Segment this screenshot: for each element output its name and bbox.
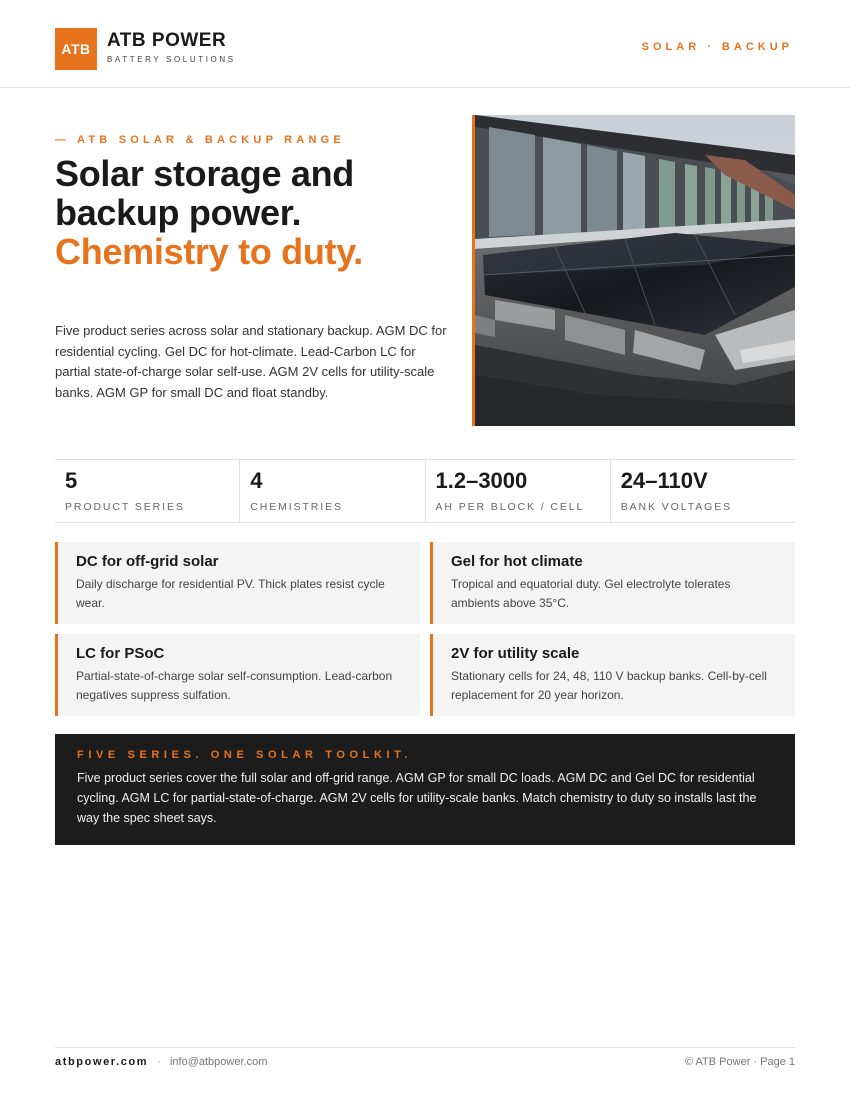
summary-panel xyxy=(55,734,795,845)
headline-line-1: Solar storage and xyxy=(55,153,354,194)
stat-label: PRODUCT SERIES xyxy=(65,501,185,513)
page-footer xyxy=(55,1047,795,1077)
headline-accent: Chemistry to duty. xyxy=(55,231,363,272)
stat-label: AH PER BLOCK / CELL xyxy=(435,501,585,513)
page-header xyxy=(0,0,850,88)
feature-card-gel xyxy=(430,542,795,624)
card-text: Partial-state-of-charge solar self-consumption. Lead-carbon negatives suppress sulfation. xyxy=(76,669,393,702)
headline-line-2: backup power. xyxy=(55,192,302,233)
footer-website-link[interactable]: atbpower.com xyxy=(55,1056,149,1068)
stats-bar xyxy=(55,459,795,523)
stat-label: CHEMISTRIES xyxy=(250,501,343,513)
card-title: Gel for hot climate xyxy=(451,553,583,570)
card-title: LC for PSoC xyxy=(76,645,165,662)
stat-bank-voltages xyxy=(610,460,795,522)
footer-email-link[interactable]: info@atbpower.com xyxy=(169,1056,268,1068)
footer-copyright: © ATB Power · Page 1 xyxy=(684,1056,795,1068)
card-text: Tropical and equatorial duty. Gel electrolyte tolerates ambients above 35°C. xyxy=(451,577,731,610)
stat-ah-range xyxy=(425,460,610,522)
hero-headline xyxy=(55,154,455,271)
hero-intro: Five product series across solar and stationary backup. AGM DC for residential cycling. Gel DC for hot-climate. Lead-Carbon LC for partial state-of-charge solar self-use. AGM 2V cells for utility-scale banks. AGM GP for small DC and float standby. xyxy=(55,323,447,400)
stat-product-series xyxy=(55,460,239,522)
hero-eyebrow: — ATB SOLAR & BACKUP RANGE xyxy=(55,134,345,146)
feature-card-lc xyxy=(55,634,420,716)
feature-card-2v xyxy=(430,634,795,716)
card-title: 2V for utility scale xyxy=(451,645,580,662)
summary-title: FIVE SERIES. ONE SOLAR TOOLKIT. xyxy=(77,749,412,761)
card-text: Stationary cells for 24, 48, 110 V backup banks. Cell-by-cell replacement for 20 year horizon. xyxy=(451,669,767,702)
section-label: SOLAR · BACKUP xyxy=(641,41,793,53)
rooftop-solar-photo xyxy=(472,115,795,426)
brand-logo[interactable]: ATB xyxy=(55,28,97,70)
feature-card-dc xyxy=(55,542,420,624)
card-title: DC for off-grid solar xyxy=(76,553,219,570)
footer-separator: · xyxy=(157,1056,161,1068)
brand-name: ATB POWER xyxy=(107,30,227,51)
stat-value: 5 xyxy=(65,468,78,493)
stat-value: 24–110V xyxy=(620,468,708,493)
summary-text: Five product series cover the full solar and off-grid range. AGM GP for small DC loads. AGM DC and Gel DC for residential cycling. AGM LC for partial-state-of-charge. AGM 2V cells for utility-scale banks. Match chemistry to duty so installs last the way the spec sheet says. xyxy=(77,771,757,825)
brand-tagline: BATTERY SOLUTIONS xyxy=(107,55,236,64)
card-text: Daily discharge for residential PV. Thick plates resist cycle wear. xyxy=(76,577,385,610)
stat-label: BANK VOLTAGES xyxy=(620,501,733,513)
stat-value: 1.2–3000 xyxy=(435,468,528,493)
stat-chemistries xyxy=(239,460,424,522)
stat-value: 4 xyxy=(250,468,263,493)
footer-contact xyxy=(55,1056,267,1068)
